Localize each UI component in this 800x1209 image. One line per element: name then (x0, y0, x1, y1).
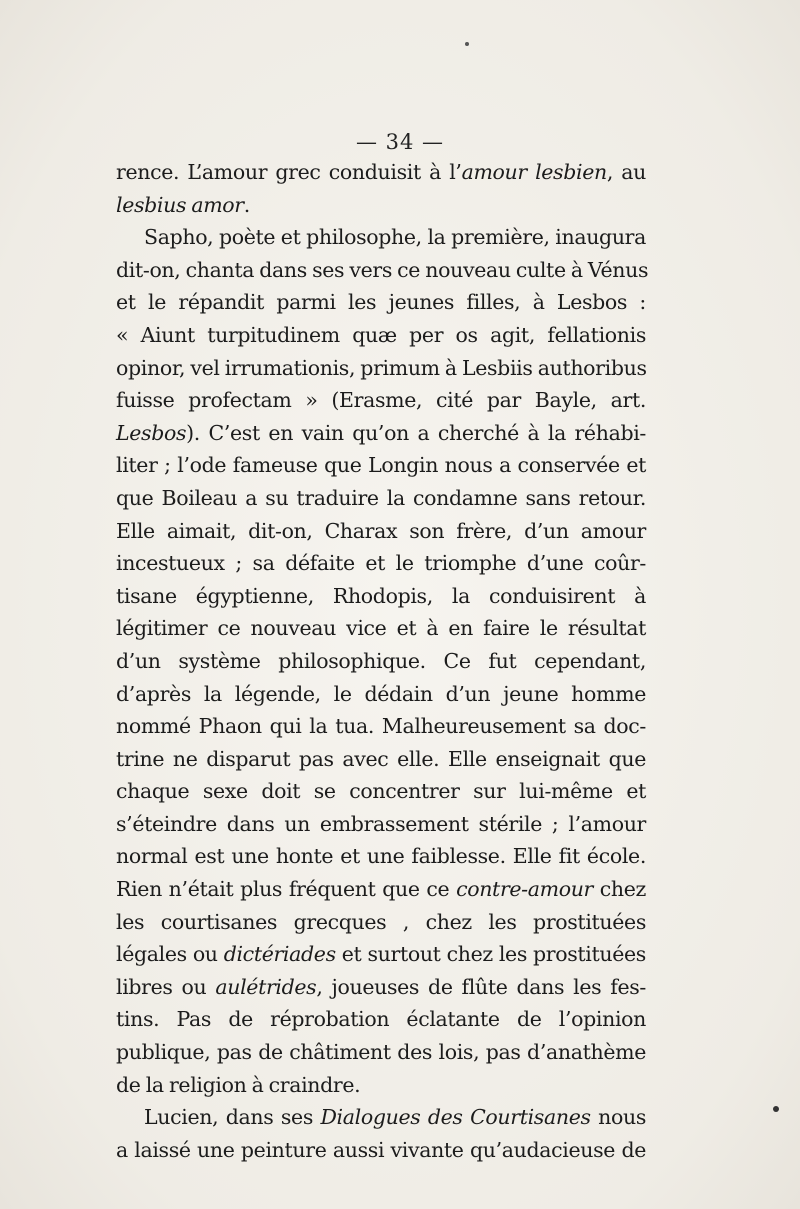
text-run: . (243, 192, 250, 217)
italic-text: lesbius amor (116, 192, 244, 217)
text-run: opinor, vel irrumationis, primum à Lesbiis authoribus (116, 355, 647, 380)
text-run: , joueuses de flûte dans les fes- (316, 974, 647, 999)
text-line (116, 808, 646, 841)
text-line (116, 612, 646, 645)
text-run: les courtisanes grecques , chez les prostituées (116, 909, 646, 934)
text-run: et surtout chez les prostituées (335, 942, 646, 967)
text-run: normal est une honte et une faiblesse. Elle fit école. (116, 844, 646, 869)
text-run: fuisse profectam » (Erasme, cité par Bayle, art. (116, 388, 646, 413)
text-run: Sapho, poète et philosophe, la première, inaugura (144, 225, 646, 250)
text-run: s’éteindre dans un embrassement stérile ; l’amour (116, 811, 646, 836)
ink-speck (465, 42, 469, 46)
text-run: nous (590, 1105, 646, 1130)
text-line (116, 1003, 646, 1036)
text-line (116, 352, 646, 385)
text-line (116, 1101, 646, 1134)
text-line (116, 515, 646, 548)
italic-text: Lesbos (116, 420, 187, 445)
text-run: chez (593, 877, 646, 902)
text-run: Rien n’était plus fréquent que ce (116, 877, 457, 902)
text-line (116, 547, 646, 580)
text-run: nommé Phaon qui la tua. Malheureusement sa doc- (116, 714, 646, 739)
text-run: libres ou (116, 974, 216, 999)
text-run: a laissé une peinture aussi vivante qu’audacieuse de (116, 1137, 646, 1162)
ink-speck (773, 1106, 779, 1112)
text-line (116, 743, 646, 776)
text-line (116, 254, 649, 287)
text-run: « Aiunt turpitudinem quæ per os agit, fellationis (116, 322, 646, 347)
text-run: légitimer ce nouveau vice et à en faire le résultat (116, 616, 646, 641)
text-line (116, 482, 646, 515)
text-line (116, 938, 646, 971)
italic-text: Dialogues des Courtisanes (320, 1105, 591, 1130)
text-line (116, 1036, 646, 1069)
text-line (116, 417, 646, 450)
text-run: ). C’est en vain qu’on a cherché à la réhabi- (186, 420, 646, 445)
text-line (116, 384, 646, 417)
text-line (116, 1134, 646, 1167)
text-line (116, 775, 646, 808)
italic-text: dictériades (223, 942, 336, 967)
text-run: liter ; l’ode fameuse que Longin nous a conservée et (116, 453, 646, 478)
italic-text: amour lesbien (461, 160, 607, 184)
text-run: légales ou (116, 942, 224, 967)
text-line (116, 645, 646, 678)
text-line (116, 449, 646, 482)
text-line (116, 319, 646, 352)
text-line (116, 156, 646, 189)
text-run: tins. Pas de réprobation éclatante de l’opinion (116, 1007, 646, 1032)
text-line (116, 873, 646, 906)
text-run: tisane égyptienne, Rhodopis, la conduisirent à (116, 583, 646, 608)
text-run: publique, pas de châtiment des lois, pas d’anathème (116, 1040, 646, 1065)
text-run: rence. L’amour grec conduisit à l’ (116, 160, 462, 184)
text-run: , au (606, 160, 646, 184)
text-run: incestueux ; sa défaite et le triomphe d’une coûr- (116, 551, 646, 576)
text-line (116, 971, 646, 1004)
text-run: trine ne disparut pas avec elle. Elle enseignait que (116, 746, 646, 771)
text-line (116, 840, 646, 873)
text-run: et le répandit parmi les jeunes filles, à Lesbos : (116, 290, 646, 315)
text-line (116, 710, 646, 743)
italic-text: aulétrides (215, 974, 317, 999)
italic-text: contre-amour (456, 877, 594, 902)
text-run: chaque sexe doit se concentrer sur lui-même et (116, 779, 646, 804)
body-text (116, 156, 649, 1166)
text-line (116, 906, 646, 939)
text-run: dit-on, chanta dans ses vers ce nouveau culte à Vénus (116, 257, 649, 282)
text-run: que Boileau a su traduire la condamne sans retour. (116, 485, 646, 510)
text-line (116, 189, 646, 222)
text-run: Elle aimait, dit-on, Charax son frère, d’un amour (116, 518, 646, 543)
text-run: d’un système philosophique. Ce fut cependant, (116, 648, 646, 673)
page-number: — 34 — (355, 130, 445, 154)
text-line (116, 678, 646, 711)
text-run: Lucien, dans ses (144, 1105, 321, 1130)
text-line (116, 580, 646, 613)
text-run: de la religion à craindre. (116, 1072, 361, 1097)
text-line (116, 286, 646, 319)
text-run: d’après la légende, le dédain d’un jeune homme (116, 681, 646, 706)
text-line (116, 221, 646, 254)
text-line (116, 1069, 646, 1102)
